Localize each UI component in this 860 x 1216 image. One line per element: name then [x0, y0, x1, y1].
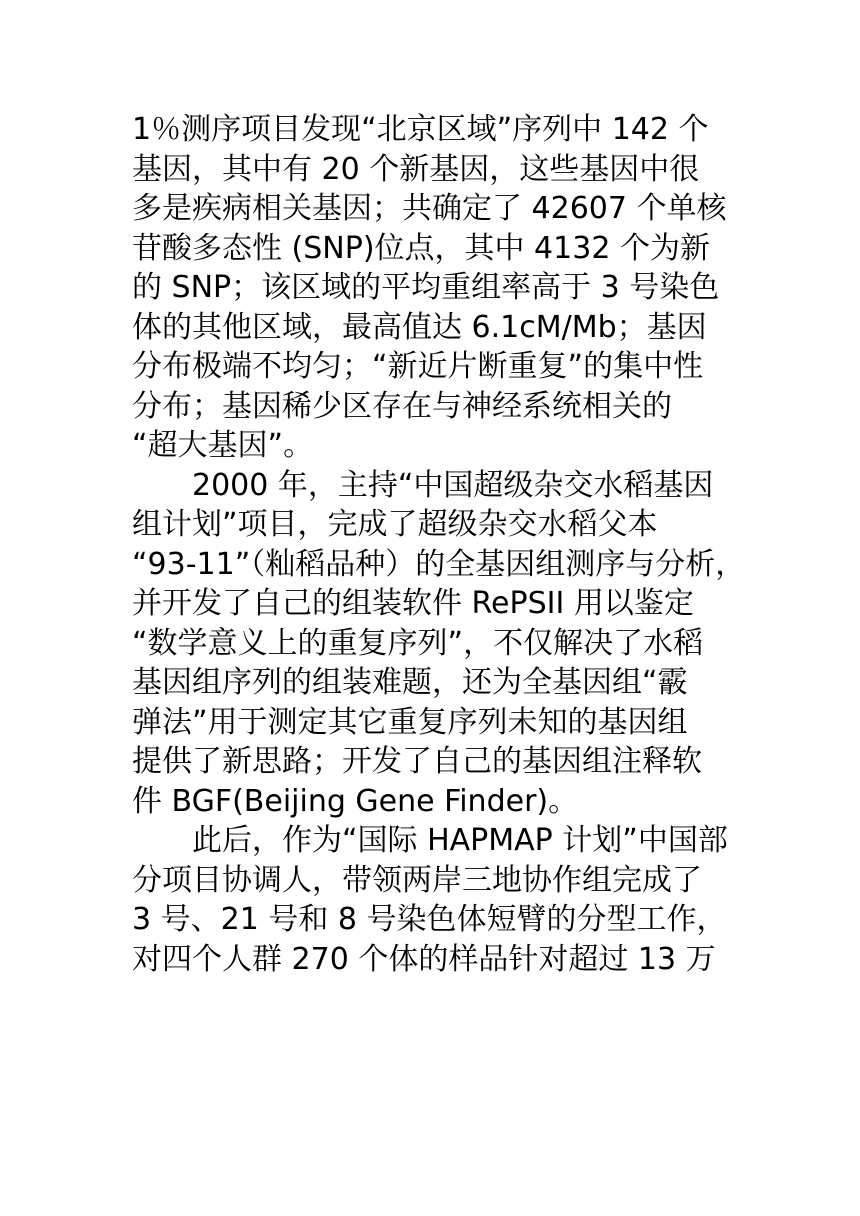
text-line: “数学意义上的重复序列”，不仅解决了水稻 — [132, 625, 704, 661]
text-line: 基因组序列的组装难题，还为全基因组“霰 — [132, 665, 688, 700]
text-line: “93-11”（籼稻品种）的全基因组测序与分析， — [132, 546, 746, 582]
text-line: 多是疾病相关基因；共确定了 42607 个单核 — [132, 191, 727, 226]
document-page — [132, 110, 746, 979]
paragraph-2 — [132, 466, 746, 822]
text-line: 的 SNP；该区域的平均重组率高于 3 号染色 — [132, 270, 720, 305]
text-line: 基因，其中有 20 个新基因，这些基因中很 — [132, 151, 700, 187]
text-line: 分布；基因稀少区存在与神经系统相关的 — [132, 388, 672, 424]
text-line: 体的其他区域，最高值达 6.1cM/Mb；基因 — [132, 309, 707, 345]
text-line: 分布极端不均匀；“新近片断重复”的集中性 — [132, 349, 704, 384]
text-line: 对四个人群 270 个体的样品针对超过 13 万 — [132, 941, 716, 977]
text-line: 分项目协调人，带领两岸三地协作组完成了 — [132, 862, 702, 898]
text-line: “超大基因”。 — [132, 428, 314, 463]
text-line: 3 号、21 号和 8 号染色体短臂的分型工作， — [132, 902, 727, 937]
text-line: 弹法”用于测定其它重复序列未知的基因组 — [132, 704, 688, 740]
text-line: 提供了新思路；开发了自己的基因组注释软 — [132, 744, 702, 779]
text-line: 1％测序项目发现“北京区域”序列中 142 个 — [132, 112, 709, 147]
text-line: 件 BGF(Beijing Gene Finder)。 — [132, 783, 579, 819]
text-line: 并开发了自己的组装软件 RePSII 用以鉴定 — [132, 586, 694, 621]
text-line: 组计划”项目，完成了超级杂交水稻父本 — [132, 507, 658, 542]
text-line: 苷酸多态性 (SNP)位点，其中 4132 个为新 — [132, 230, 710, 266]
text-line-first: 2000 年，主持“中国超级杂交水稻基因 — [192, 467, 714, 503]
paragraph-3 — [132, 821, 732, 979]
paragraph-1 — [132, 110, 732, 466]
text-line-first: 此后，作为“国际 HAPMAP 计划”中国部 — [192, 823, 728, 858]
